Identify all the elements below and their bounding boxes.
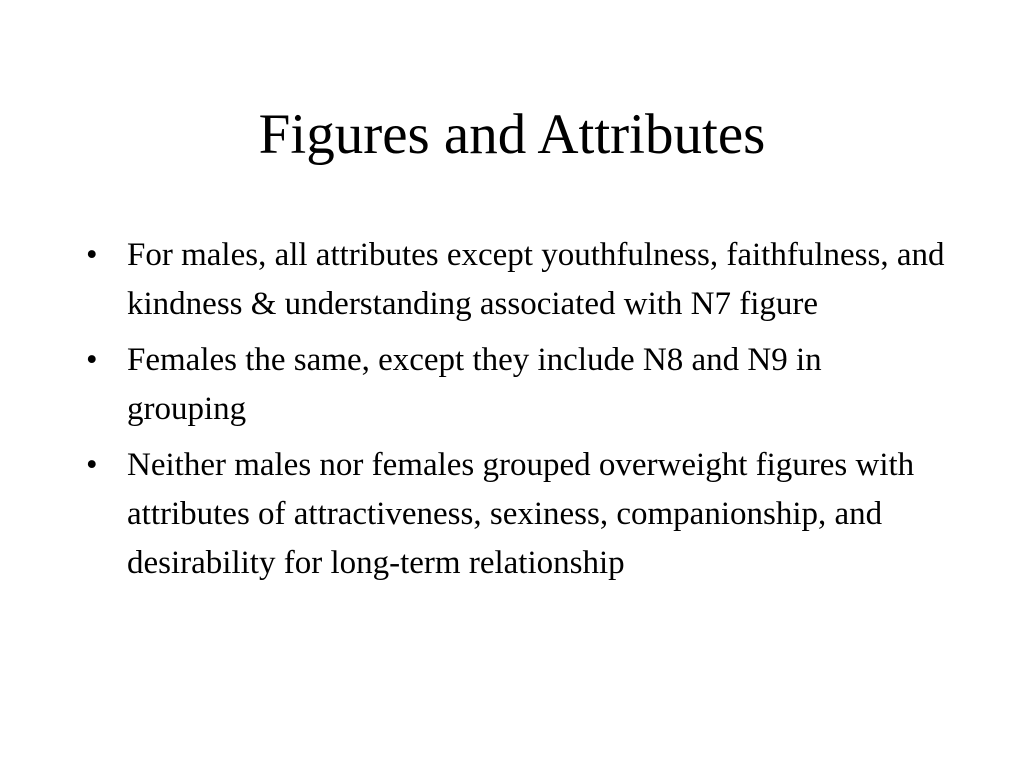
bullet-icon: • <box>86 447 98 483</box>
slide-title: Figures and Attributes <box>258 103 766 166</box>
bullet-text: For males, all attributes except youthfulness, faithfulness, and kindness & understanding associated with N7 figure <box>127 237 945 322</box>
bullet-item <box>86 231 946 329</box>
bullet-icon: • <box>86 342 98 378</box>
bullet-list <box>86 231 946 595</box>
bullet-item <box>86 336 946 434</box>
bullet-text: Neither males nor females grouped overweight figures with attributes of attractiveness, sexiness, companionship, and desirability for long-term relationship <box>127 447 915 581</box>
bullet-icon: • <box>86 237 98 273</box>
bullet-item <box>86 441 946 588</box>
bullet-text: Females the same, except they include N8 and N9 in grouping <box>127 342 822 427</box>
